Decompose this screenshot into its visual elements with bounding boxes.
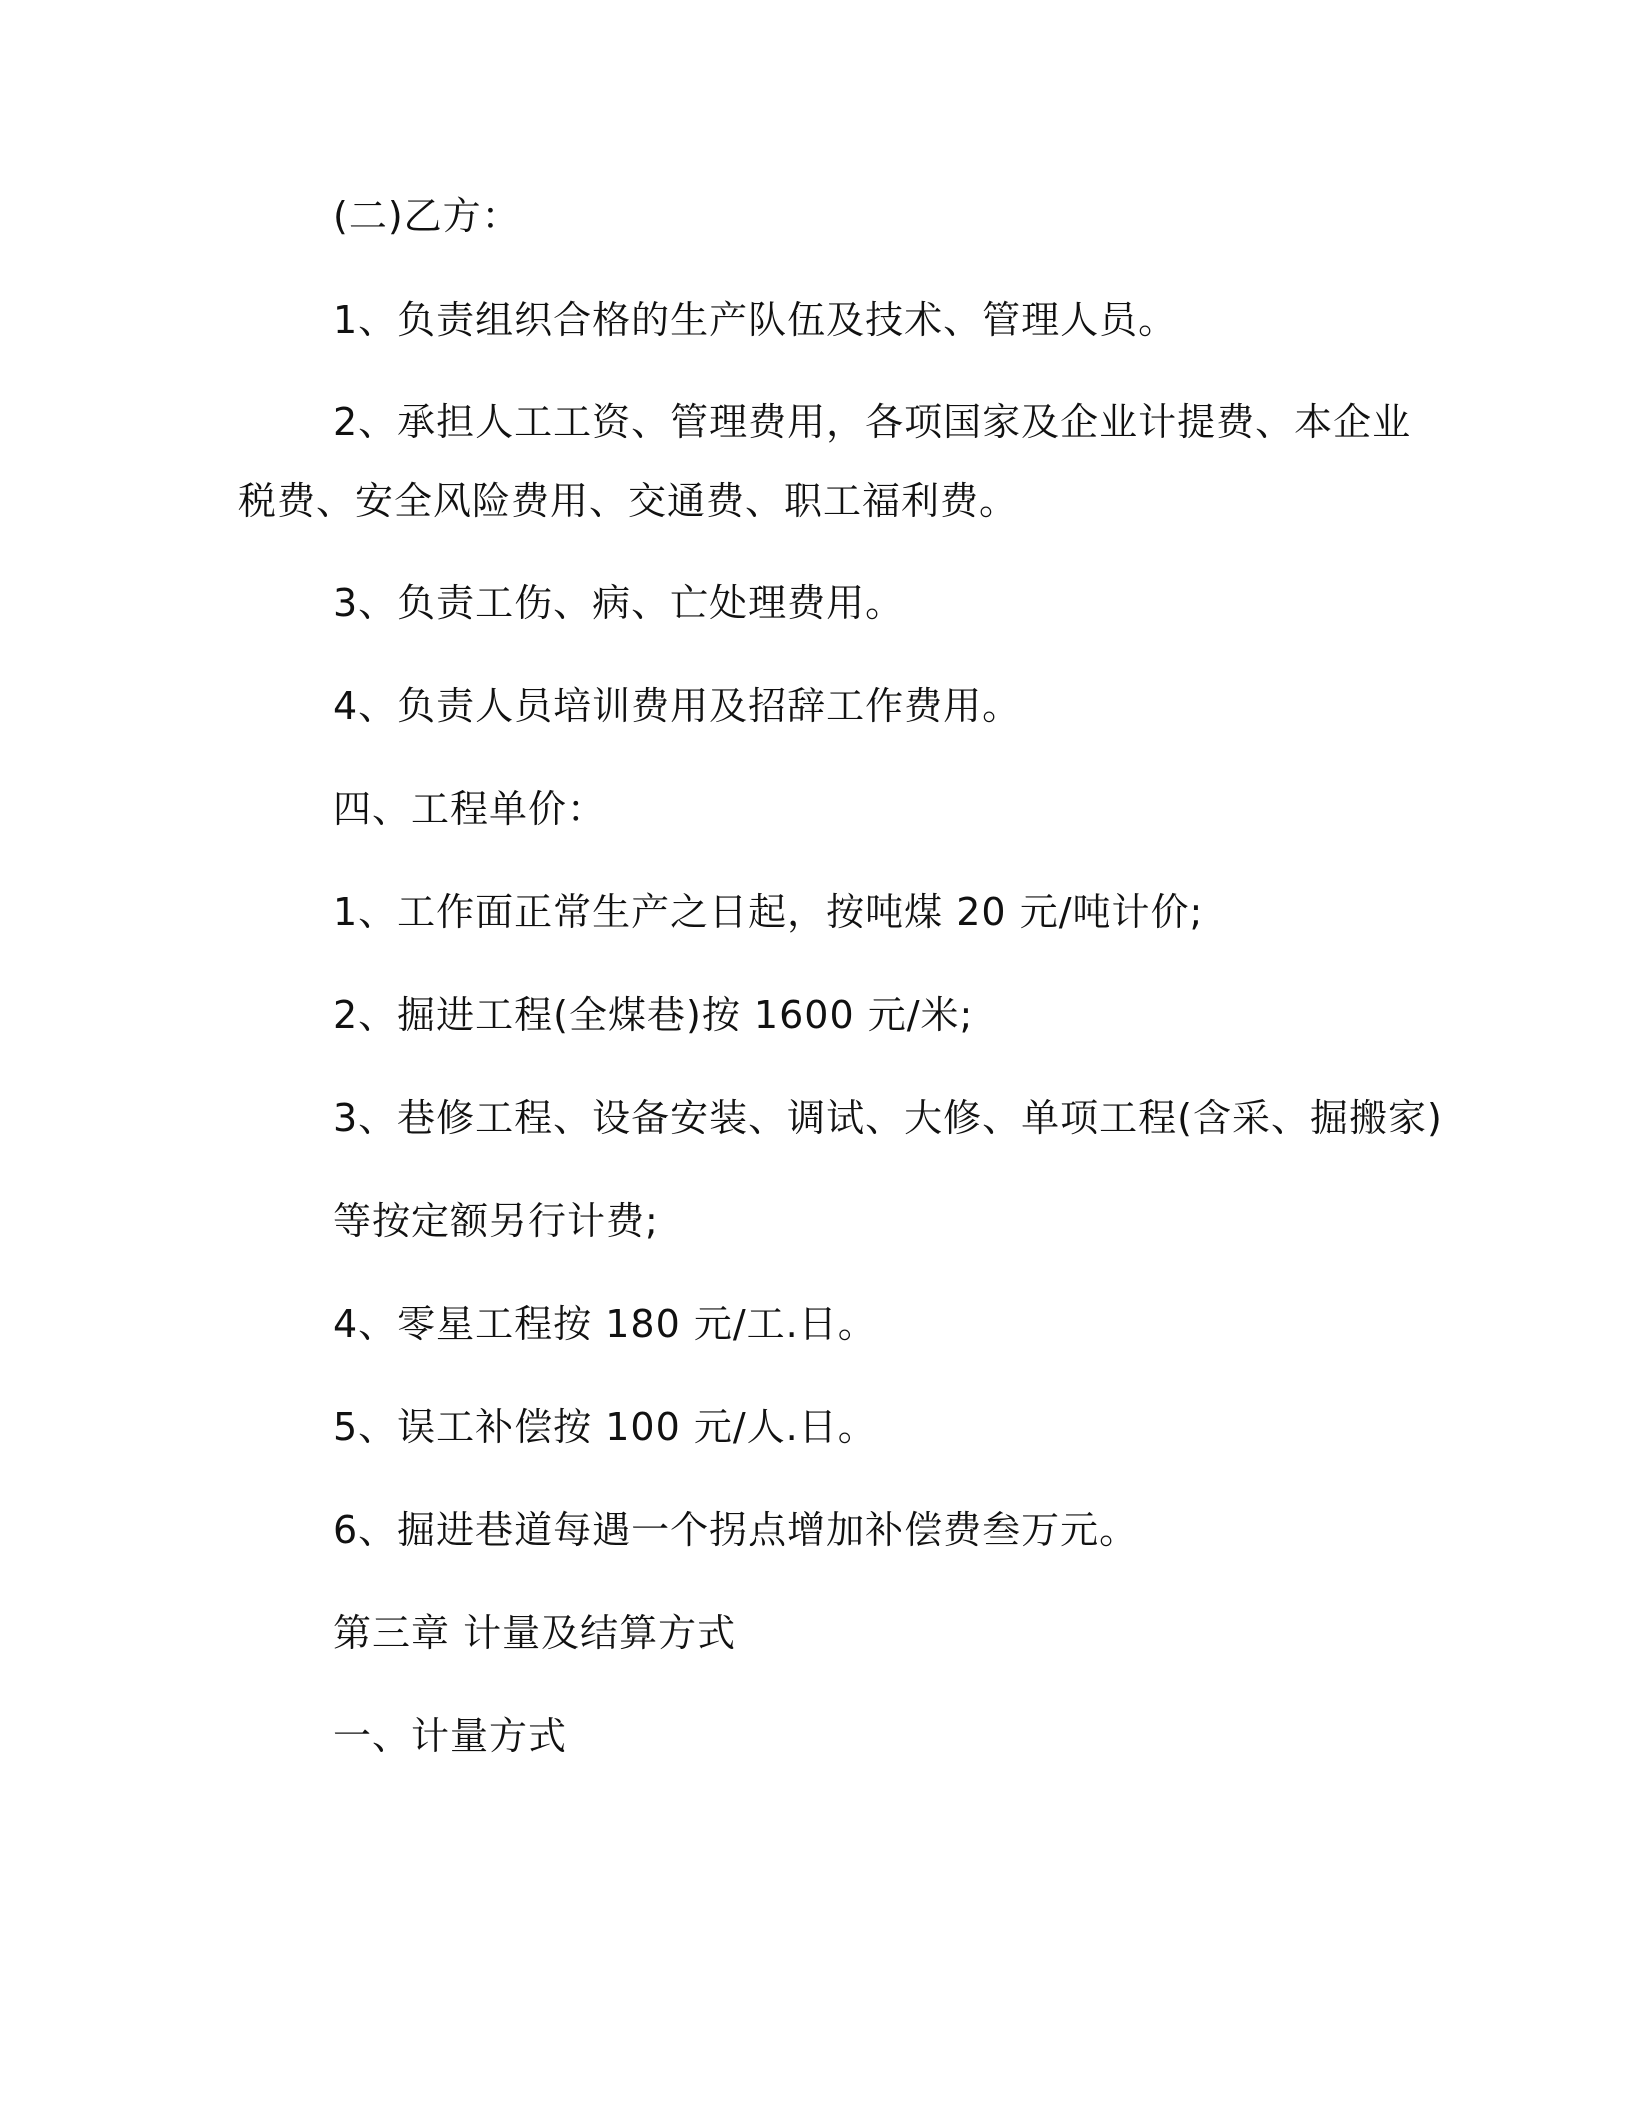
paragraph-line: 1、负责组织合格的生产队伍及技术、管理人员。 (333, 298, 1178, 342)
paragraph-line: 税费、安全风险费用、交通费、职工福利费。 (238, 479, 1019, 523)
paragraph-line: 5、误工补偿按 100 元/人.日。 (333, 1405, 877, 1449)
section-heading-unit-price: 四、工程单价： (333, 787, 607, 831)
paragraph-line: 3、巷修工程、设备安装、调试、大修、单项工程(含采、掘搬家) (333, 1096, 1443, 1140)
paragraph-line: 2、掘进工程(全煤巷)按 1600 元/米; (333, 993, 974, 1037)
paragraph-line: 4、零星工程按 180 元/工.日。 (333, 1302, 877, 1346)
paragraph-line: 等按定额另行计费; (333, 1199, 659, 1243)
paragraph-line: 3、负责工伤、病、亡处理费用。 (333, 581, 905, 625)
section-heading-party-b: (二)乙方： (333, 194, 521, 238)
paragraph-line: 6、掘进巷道每遇一个拐点增加补偿费叁万元。 (333, 1508, 1139, 1552)
paragraph-line: 4、负责人员培训费用及招辞工作费用。 (333, 684, 1022, 728)
section-heading-measurement: 一、计量方式 (333, 1714, 568, 1758)
chapter-heading: 第三章 计量及结算方式 (333, 1611, 737, 1655)
paragraph-line: 2、承担人工工资、管理费用，各项国家及企业计提费、本企业 (333, 400, 1412, 444)
paragraph-line: 1、工作面正常生产之日起，按吨煤 20 元/吨计价; (333, 890, 1204, 934)
